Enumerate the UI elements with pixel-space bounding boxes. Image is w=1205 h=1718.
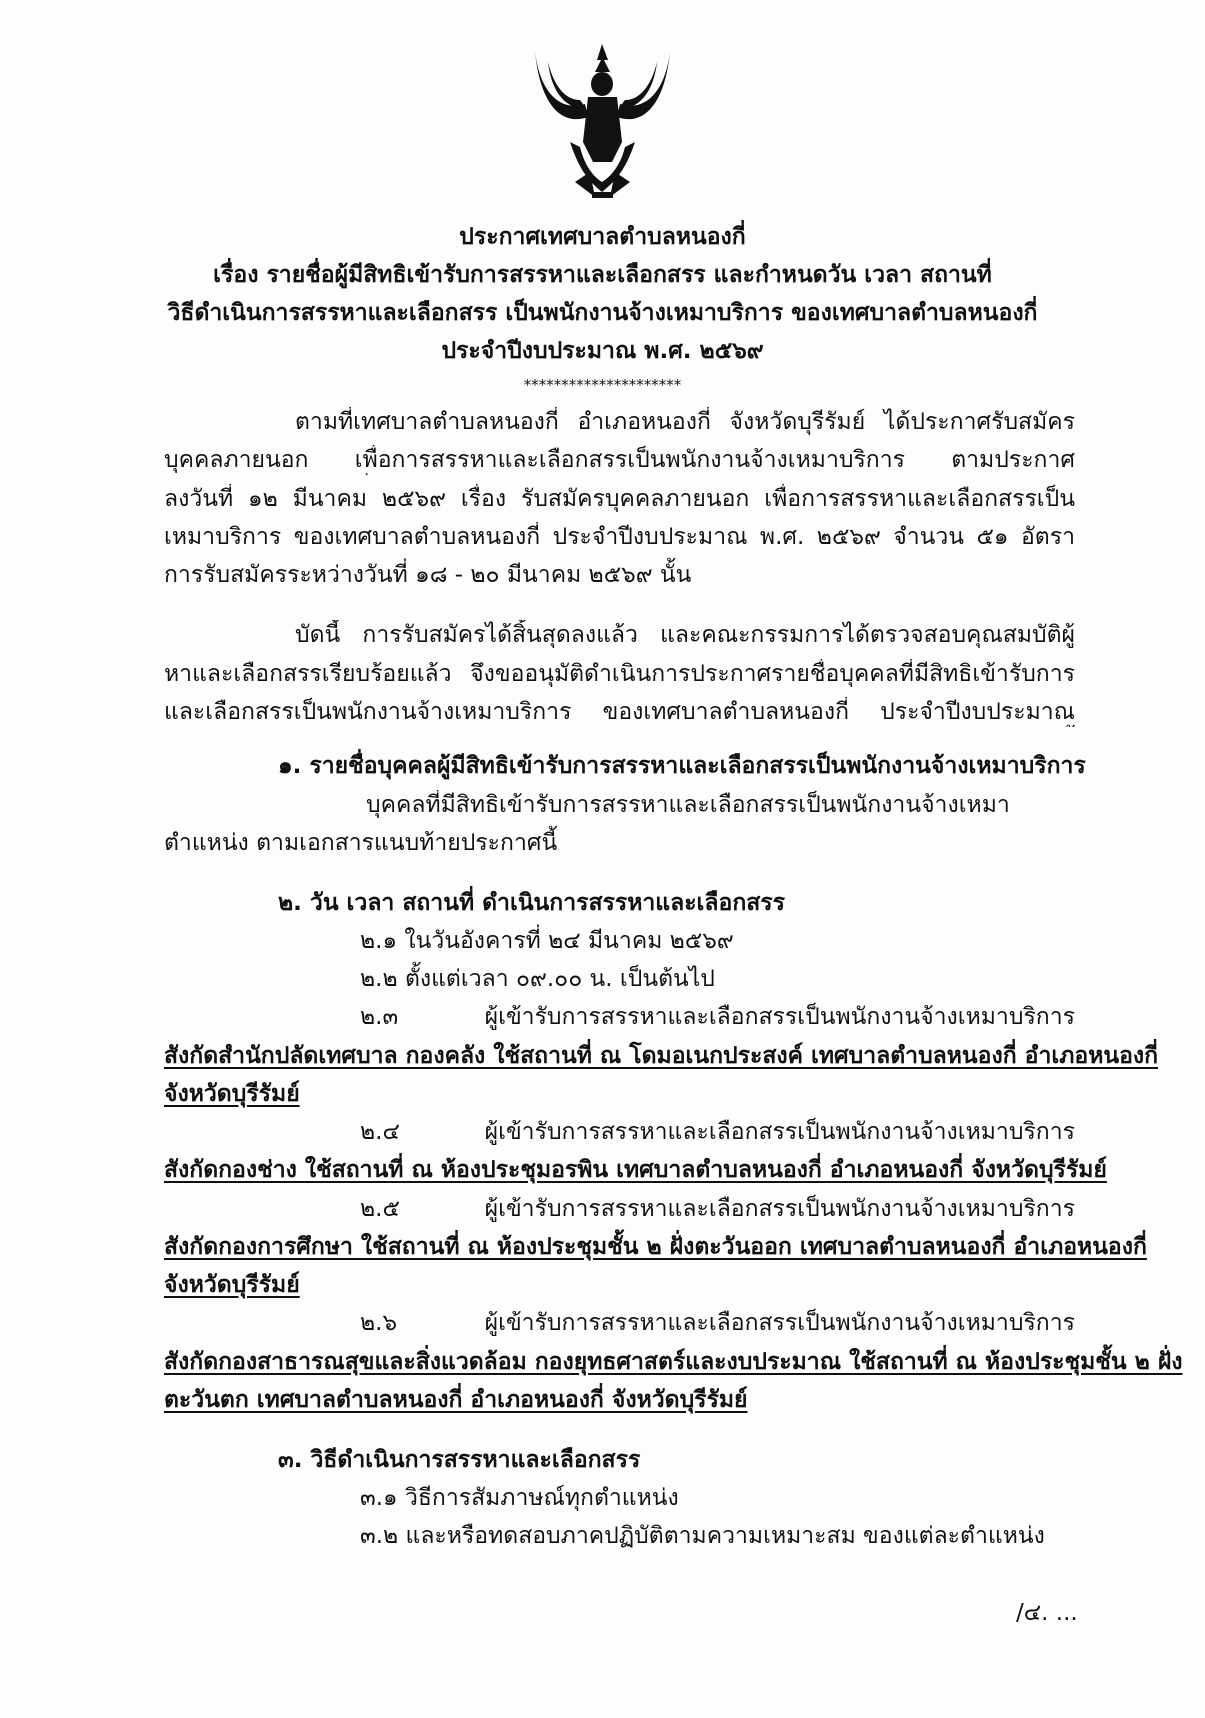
section2-item-1: ๒.๑ ในวันอังคารที่ ๒๔ มีนาคม ๒๕๖๙ xyxy=(360,928,734,954)
section2-item-6: ๒.๖ ผู้เข้ารับการสรรหาและเลือกสรรเป็นพนักงานจ้างเหมาบริการ xyxy=(360,1310,1075,1336)
section3-heading: ๓. วิธีดำเนินการสรรหาและเลือกสรร xyxy=(278,1447,641,1473)
paragraph1-line: เหมาบริการ ของเทศบาลตำบลหนองกี่ ประจำปีงบประมาณ พ.ศ. ๒๕๖๙ จำนวน ๕๑ อัตรา xyxy=(164,524,1075,550)
paragraph2-line: บัดนี้ การรับสมัครได้สิ้นสุดลงแล้ว และคณะกรรมการได้ตรวจสอบคุณสมบัติผู้ xyxy=(295,622,1075,648)
paragraph1-line: ตามที่เทศบาลตำบลหนองกี่ อำเภอหนองกี่ จังหวัดบุรีรัมย์ ได้ประกาศรับสมัคร xyxy=(295,409,1075,435)
section2-item-5-location: สังกัดกองการศึกษา ใช้สถานที่ ณ ห้องประชุมชั้น ๒ ฝั่งตะวันออก เทศบาลตำบลหนองกี่ อำเภอหนองกี่ xyxy=(164,1234,1147,1260)
separator-stars: ********************* xyxy=(523,376,682,394)
section2-heading: ๒. วัน เวลา สถานที่ ดำเนินการสรรหาและเลือกสรร xyxy=(278,890,785,916)
section2-item-6-location: สังกัดกองสาธารณสุขและสิ่งแวดล้อม กองยุทธศาสตร์และงบประมาณ ใช้สถานที่ ณ ห้องประชุมชั้น ๒ ฝั่ง xyxy=(164,1349,1183,1375)
section2-item-2: ๒.๒ ตั้งแต่เวลา ๐๙.๐๐ น. เป็นต้นไป xyxy=(360,966,715,992)
section2-item-3: ๒.๓ ผู้เข้ารับการสรรหาและเลือกสรรเป็นพนักงานจ้างเหมาบริการ xyxy=(360,1004,1075,1030)
title-line-2: เรื่อง รายชื่อผู้มีสิทธิเข้ารับการสรรหาและเลือกสรร และกำหนดวัน เวลา สถานที่ xyxy=(213,262,992,288)
section2-item-6-location: ตะวันตก เทศบาลตำบลหนองกี่ อำเภอหนองกี่ จังหวัดบุรีรัมย์ xyxy=(164,1387,748,1413)
paragraph2-line: หาและเลือกสรรเรียบร้อยแล้ว จึงขออนุมัติดำเนินการประกาศรายชื่อบุคคลที่มีสิทธิเข้ารับการ xyxy=(164,661,1075,687)
paragraph1-line: การรับสมัครระหว่างวันที่ ๑๘ - ๒๐ มีนาคม ๒๕๖๙ นั้น xyxy=(164,562,692,588)
section2-item-3-location: จังหวัดบุรีรัมย์ xyxy=(164,1081,300,1107)
section3-item-1: ๓.๑ วิธีการสัมภาษณ์ทุกตำแหน่ง xyxy=(360,1485,679,1511)
section1-line: ตำแหน่ง ตามเอกสารแนบท้ายประกาศนี้ xyxy=(164,830,558,856)
next-page-marker: /๔. ... xyxy=(1016,1600,1078,1626)
paragraph2-line: และเลือกสรรเป็นพนักงานจ้างเหมาบริการ ของเทศบาลตำบลหนองกี่ ประจำปีงบประมาณ xyxy=(164,699,1075,725)
section2-item-4: ๒.๔ ผู้เข้ารับการสรรหาและเลือกสรรเป็นพนักงานจ้างเหมาบริการ xyxy=(360,1119,1075,1145)
title-line-3: วิธีดำเนินการสรรหาและเลือกสรร เป็นพนักงานจ้างเหมาบริการ ของเทศบาลตำบลหนองกี่ xyxy=(167,300,1038,326)
section2-item-4-location: สังกัดกองช่าง ใช้สถานที่ ณ ห้องประชุมอรพิน เทศบาลตำบลหนองกี่ อำเภอหนองกี่ จังหวัดบุรีรัมย์ xyxy=(164,1157,1107,1183)
section3-item-2: ๓.๒ และหรือทดสอบภาคปฏิบัติตามความเหมาะสม ของแต่ละตำแหน่ง xyxy=(360,1523,1045,1549)
title-line-4: ประจำปีงบประมาณ พ.ศ. ๒๕๖๙ xyxy=(441,338,764,364)
section1-line: บุคคลที่มีสิทธิเข้ารับการสรรหาและเลือกสรรเป็นพนักงานจ้างเหมา xyxy=(366,792,1010,818)
section2-item-5: ๒.๕ ผู้เข้ารับการสรรหาและเลือกสรรเป็นพนักงานจ้างเหมาบริการ xyxy=(360,1196,1075,1222)
section2-item-5-location: จังหวัดบุรีรัมย์ xyxy=(164,1272,300,1298)
paragraph1-line: ลงวันที่ ๑๒ มีนาคม ๒๕๖๙ เรื่อง รับสมัครบุคคลภายนอก เพื่อการสรรหาและเลือกสรรเป็น xyxy=(164,486,1075,512)
garuda-emblem-icon xyxy=(530,42,675,202)
paragraph1-line: บุคคลภายนอก เพื่อการสรรหาและเลือกสรรเป็นพนักงานจ้างเหมาบริการ ตามประกาศ xyxy=(164,447,1075,473)
section1-heading: ๑. รายชื่อบุคคลผู้มีสิทธิเข้ารับการสรรหาและเลือกสรรเป็นพนักงานจ้างเหมาบริการ xyxy=(278,753,1086,779)
section2-item-3-location: สังกัดสำนักปลัดเทศบาล กองคลัง ใช้สถานที่ ณ โดมอเนกประสงค์ เทศบาลตำบลหนองกี่ อำเภอหนองกี่ xyxy=(164,1043,1159,1069)
title-line-1: ประกาศเทศบาลตำบลหนองกี่ xyxy=(459,224,746,250)
